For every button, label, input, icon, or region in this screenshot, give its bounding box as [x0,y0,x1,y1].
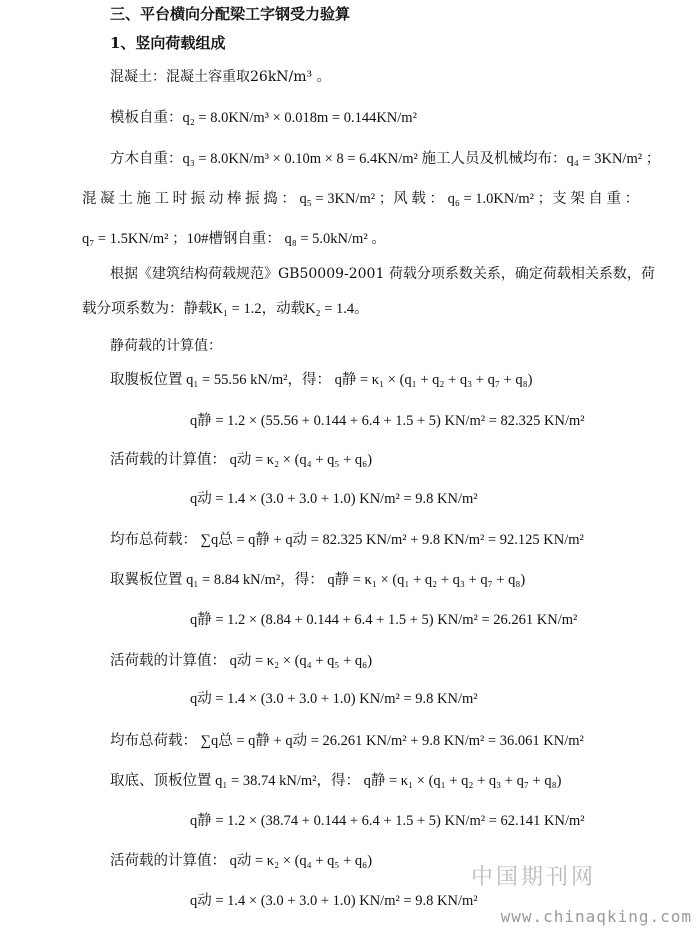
flange-position-line: 取翼板位置 q₁ = 8.84 kN/m²，得： q静 = κ₁ × (q₁ + q₂ + q₃ + q₇ + q₈) [110,572,526,588]
load-factor-line: 载分项系数为：静载K₁ = 1.2，动载K₂ = 1.4。 [82,301,369,317]
bottom-top-static-calc: q静 = 1.2 × (38.74 + 0.144 + 6.4 + 1.5 + 5) KN/m² = 62.141 KN/m² [190,813,585,829]
subsection-title: 1、竖向荷载组成 [110,34,226,52]
watermark-url: www.chinaqking.com [500,907,692,926]
live-load-calc-3: q动 = 1.4 × (3.0 + 3.0 + 1.0) KN/m² = 9.8 KN/m² [190,893,478,909]
live-load-calc-2: q动 = 1.4 × (3.0 + 3.0 + 1.0) KN/m² = 9.8 KN/m² [190,691,478,707]
support-weight-line: q₇ = 1.5KN/m² ；10#槽钢自重： q₈ = 5.0kN/m² 。 [82,231,386,247]
watermark-cn: 中国期刊网 [470,865,596,890]
code-reference-line: 根据《建筑结构荷载规范》GB50009-2001 荷载分项系数关系，确定荷载相关系数，荷 [110,266,655,282]
timber-weight-line: 方木自重：q₃ = 8.0KN/m³ × 0.10m × 8 = 6.4KN/m² 施工人员及机械均布：q₄ = 3KN/m² ； [110,151,661,167]
section-title: 三、平台横向分配梁工字钢受力验算 [110,5,351,23]
static-load-heading: 静荷载的计算值： [110,338,222,354]
total-load-line-1: 均布总荷载： ∑q总 = q静 + q动 = 82.325 KN/m² + 9.8 KN/m² = 92.125 KN/m² [110,532,584,548]
web-position-line: 取腹板位置 q₁ = 55.56 kN/m²，得： q静 = κ₁ × (q₁ + q₂ + q₃ + q₇ + q₈) [110,372,533,388]
formwork-weight-line: 模板自重：q₂ = 8.0KN/m³ × 0.018m = 0.144KN/m² [110,110,417,126]
bottom-top-position-line: 取底、顶板位置 q₁ = 38.74 kN/m²，得： q静 = κ₁ × (q₁ + q₂ + q₃ + q₇ + q₈) [110,773,562,789]
live-load-heading-3: 活荷载的计算值： q动 = κ₂ × (q₄ + q₅ + q₆) [110,853,373,869]
live-load-heading-1: 活荷载的计算值： q动 = κ₂ × (q₄ + q₅ + q₆) [110,452,373,468]
vibration-wind-line: 混 凝 土 施 工 时 振 动 棒 振 捣 ： q₅ = 3KN/m² ；风 载 ： q₆ = 1.0KN/m² ；支 架 自 重 ： [82,191,640,207]
web-static-calc: q静 = 1.2 × (55.56 + 0.144 + 6.4 + 1.5 + 5) KN/m² = 82.325 KN/m² [190,413,585,429]
concrete-density-line: 混凝土：混凝土容重取26kN/m³ 。 [110,69,331,85]
live-load-heading-2: 活荷载的计算值： q动 = κ₂ × (q₄ + q₅ + q₆) [110,653,373,669]
live-load-calc-1: q动 = 1.4 × (3.0 + 3.0 + 1.0) KN/m² = 9.8 KN/m² [190,491,478,507]
total-load-line-2: 均布总荷载： ∑q总 = q静 + q动 = 26.261 KN/m² + 9.8 KN/m² = 36.061 KN/m² [110,733,584,749]
flange-static-calc: q静 = 1.2 × (8.84 + 0.144 + 6.4 + 1.5 + 5) KN/m² = 26.261 KN/m² [190,612,578,628]
